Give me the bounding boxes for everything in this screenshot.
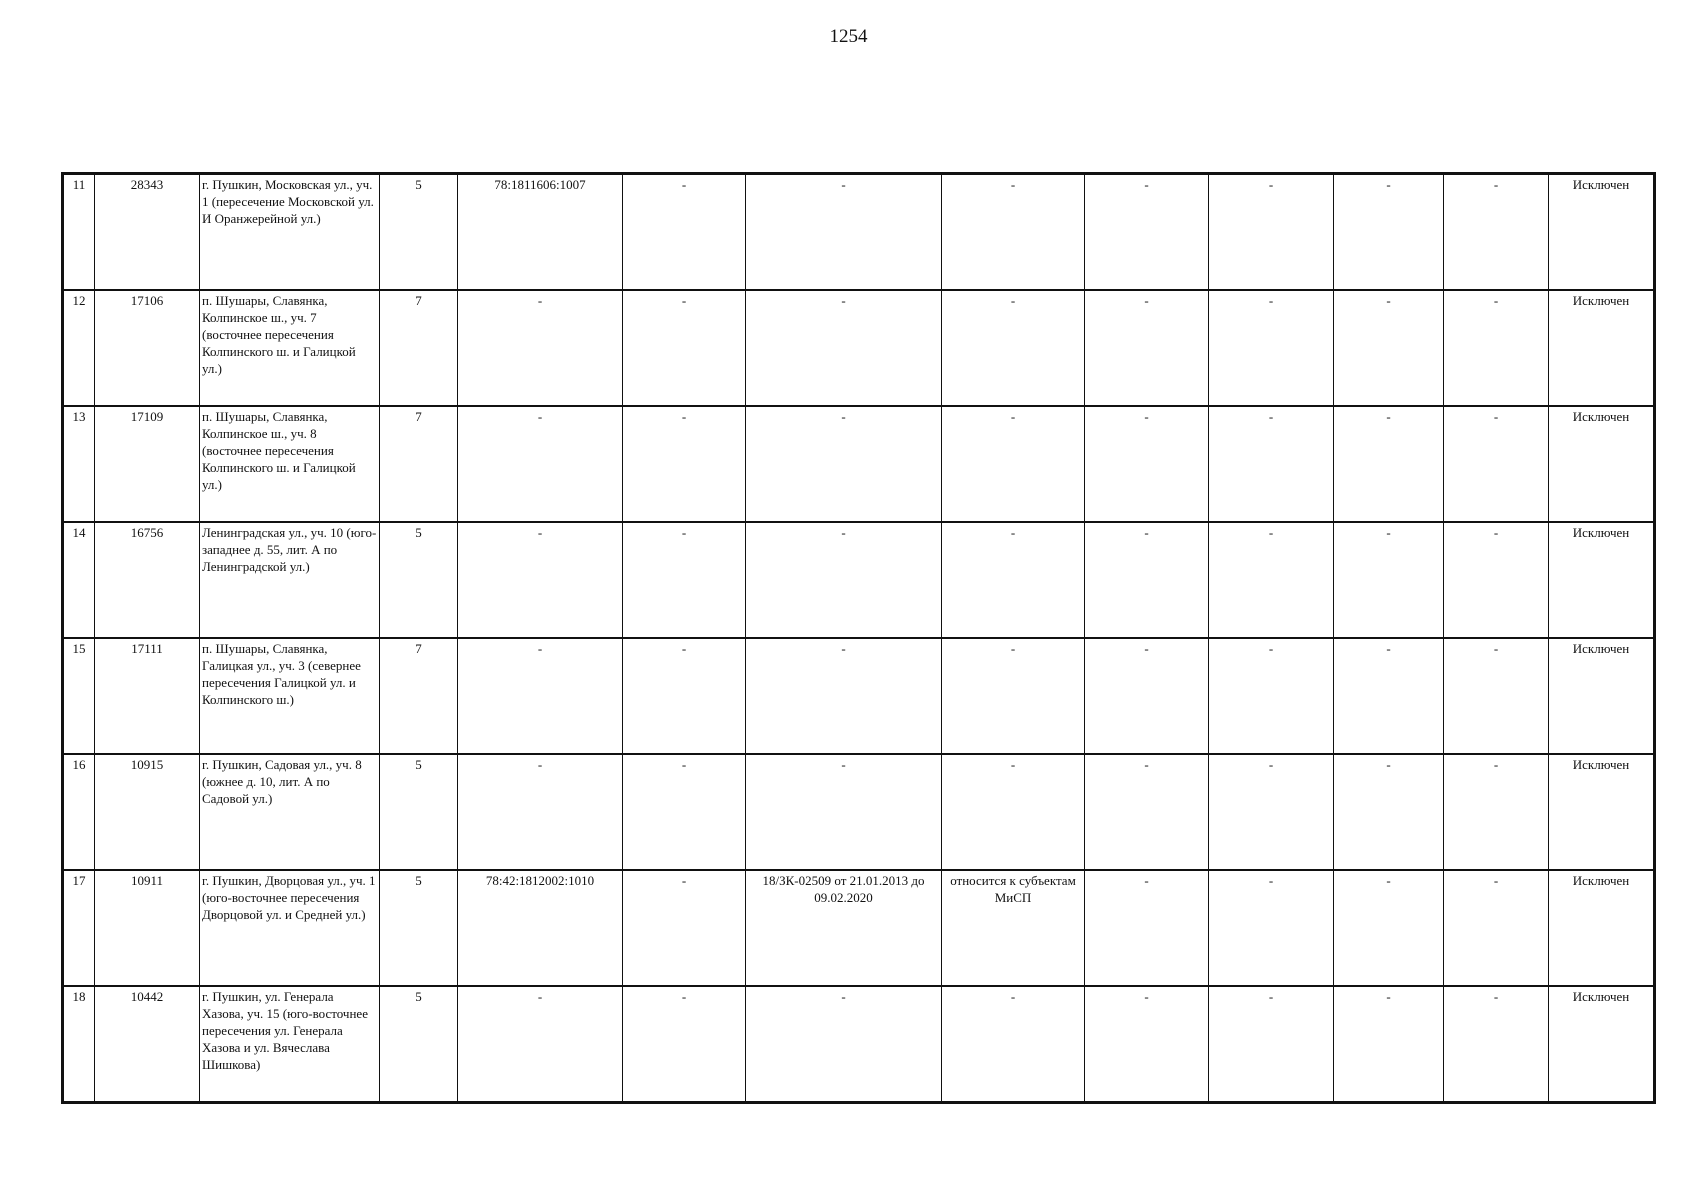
count-cell: 5	[380, 870, 458, 986]
column-10-cell: -	[1209, 870, 1334, 986]
object-id: 17106	[95, 290, 200, 406]
agreement-cell: -	[746, 638, 942, 754]
address-cell: г. Пушкин, ул. Генерала Хазова, уч. 15 (юго-восточнее пересечения ул. Генерала Хазова и ул. Вячеслава Шишкова)	[200, 986, 380, 1103]
sme-category-cell: относится к субъектам МиСП	[942, 870, 1085, 986]
address-cell: п. Шушары, Славянка, Галицкая ул., уч. 3 (севернее пересечения Галицкой ул. и Колпинского ш.)	[200, 638, 380, 754]
row-number: 11	[63, 174, 95, 291]
table-row	[63, 522, 1655, 638]
address-cell: г. Пушкин, Садовая ул., уч. 8 (южнее д. 10, лит. А по Садовой ул.)	[200, 754, 380, 870]
status-cell: Исключен	[1549, 174, 1655, 291]
column-12-cell: -	[1444, 870, 1549, 986]
cadastral-number-cell: -	[458, 638, 623, 754]
count-cell: 5	[380, 986, 458, 1103]
registry-table	[61, 172, 1656, 1104]
status-cell: Исключен	[1549, 986, 1655, 1103]
column-10-cell: -	[1209, 754, 1334, 870]
column-11-cell: -	[1334, 638, 1444, 754]
column-12-cell: -	[1444, 986, 1549, 1103]
sme-category-cell: -	[942, 986, 1085, 1103]
column-6-cell: -	[623, 986, 746, 1103]
column-10-cell: -	[1209, 638, 1334, 754]
column-12-cell: -	[1444, 406, 1549, 522]
column-11-cell: -	[1334, 522, 1444, 638]
sme-category-cell: -	[942, 522, 1085, 638]
agreement-cell: -	[746, 174, 942, 291]
status-cell: Исключен	[1549, 638, 1655, 754]
agreement-cell: -	[746, 406, 942, 522]
sme-category-cell: -	[942, 754, 1085, 870]
agreement-cell: -	[746, 986, 942, 1103]
agreement-cell: -	[746, 290, 942, 406]
cadastral-number-cell: 78:1811606:1007	[458, 174, 623, 291]
object-id: 17111	[95, 638, 200, 754]
column-12-cell: -	[1444, 290, 1549, 406]
address-cell: г. Пушкин, Московская ул., уч. 1 (пересечение Московской ул. И Оранжерейной ул.)	[200, 174, 380, 291]
object-id: 10915	[95, 754, 200, 870]
address-cell: п. Шушары, Славянка, Колпинское ш., уч. 8 (восточнее пересечения Колпинского ш. и Галицкой ул.)	[200, 406, 380, 522]
count-cell: 7	[380, 638, 458, 754]
count-cell: 5	[380, 174, 458, 291]
column-10-cell: -	[1209, 522, 1334, 638]
object-id: 28343	[95, 174, 200, 291]
column-9-cell: -	[1085, 174, 1209, 291]
column-10-cell: -	[1209, 406, 1334, 522]
column-6-cell: -	[623, 638, 746, 754]
row-number: 13	[63, 406, 95, 522]
column-6-cell: -	[623, 870, 746, 986]
object-id: 10442	[95, 986, 200, 1103]
count-cell: 7	[380, 290, 458, 406]
table-row	[63, 638, 1655, 754]
column-6-cell: -	[623, 754, 746, 870]
column-6-cell: -	[623, 406, 746, 522]
status-cell: Исключен	[1549, 754, 1655, 870]
status-cell: Исключен	[1549, 406, 1655, 522]
table-row	[63, 174, 1655, 291]
object-id: 16756	[95, 522, 200, 638]
status-cell: Исключен	[1549, 522, 1655, 638]
cadastral-number-cell: -	[458, 754, 623, 870]
page-number: 1254	[829, 26, 868, 47]
column-11-cell: -	[1334, 754, 1444, 870]
count-cell: 5	[380, 522, 458, 638]
address-cell: Ленинградская ул., уч. 10 (юго-западнее д. 55, лит. А по Ленинградской ул.)	[200, 522, 380, 638]
column-6-cell: -	[623, 290, 746, 406]
column-11-cell: -	[1334, 986, 1444, 1103]
column-12-cell: -	[1444, 174, 1549, 291]
column-12-cell: -	[1444, 638, 1549, 754]
count-cell: 7	[380, 406, 458, 522]
row-number: 14	[63, 522, 95, 638]
cadastral-number-cell: -	[458, 406, 623, 522]
column-10-cell: -	[1209, 986, 1334, 1103]
column-6-cell: -	[623, 174, 746, 291]
cadastral-number-cell: -	[458, 522, 623, 638]
cadastral-number-cell: -	[458, 986, 623, 1103]
sme-category-cell: -	[942, 290, 1085, 406]
sme-category-cell: -	[942, 174, 1085, 291]
table-row	[63, 754, 1655, 870]
count-cell: 5	[380, 754, 458, 870]
table-row	[63, 290, 1655, 406]
sme-category-cell: -	[942, 638, 1085, 754]
column-9-cell: -	[1085, 870, 1209, 986]
column-12-cell: -	[1444, 522, 1549, 638]
column-11-cell: -	[1334, 406, 1444, 522]
column-9-cell: -	[1085, 754, 1209, 870]
address-cell: п. Шушары, Славянка, Колпинское ш., уч. 7 (восточнее пересечения Колпинского ш. и Галицкой ул.)	[200, 290, 380, 406]
column-11-cell: -	[1334, 870, 1444, 986]
column-10-cell: -	[1209, 174, 1334, 291]
row-number: 15	[63, 638, 95, 754]
agreement-cell: 18/ЗК-02509 от 21.01.2013 до 09.02.2020	[746, 870, 942, 986]
table-row	[63, 406, 1655, 522]
column-10-cell: -	[1209, 290, 1334, 406]
column-9-cell: -	[1085, 986, 1209, 1103]
row-number: 18	[63, 986, 95, 1103]
object-id: 17109	[95, 406, 200, 522]
column-12-cell: -	[1444, 754, 1549, 870]
table-body	[63, 174, 1655, 1103]
table-row	[63, 870, 1655, 986]
agreement-cell: -	[746, 754, 942, 870]
status-cell: Исключен	[1549, 290, 1655, 406]
column-9-cell: -	[1085, 638, 1209, 754]
address-cell: г. Пушкин, Дворцовая ул., уч. 1 (юго-восточнее пересечения Дворцовой ул. и Средней ул.)	[200, 870, 380, 986]
sme-category-cell: -	[942, 406, 1085, 522]
status-cell: Исключен	[1549, 870, 1655, 986]
column-6-cell: -	[623, 522, 746, 638]
column-9-cell: -	[1085, 406, 1209, 522]
column-9-cell: -	[1085, 522, 1209, 638]
cadastral-number-cell: 78:42:1812002:1010	[458, 870, 623, 986]
row-number: 17	[63, 870, 95, 986]
agreement-cell: -	[746, 522, 942, 638]
column-9-cell: -	[1085, 290, 1209, 406]
column-11-cell: -	[1334, 174, 1444, 291]
cadastral-number-cell: -	[458, 290, 623, 406]
object-id: 10911	[95, 870, 200, 986]
table-row	[63, 986, 1655, 1103]
row-number: 16	[63, 754, 95, 870]
row-number: 12	[63, 290, 95, 406]
column-11-cell: -	[1334, 290, 1444, 406]
